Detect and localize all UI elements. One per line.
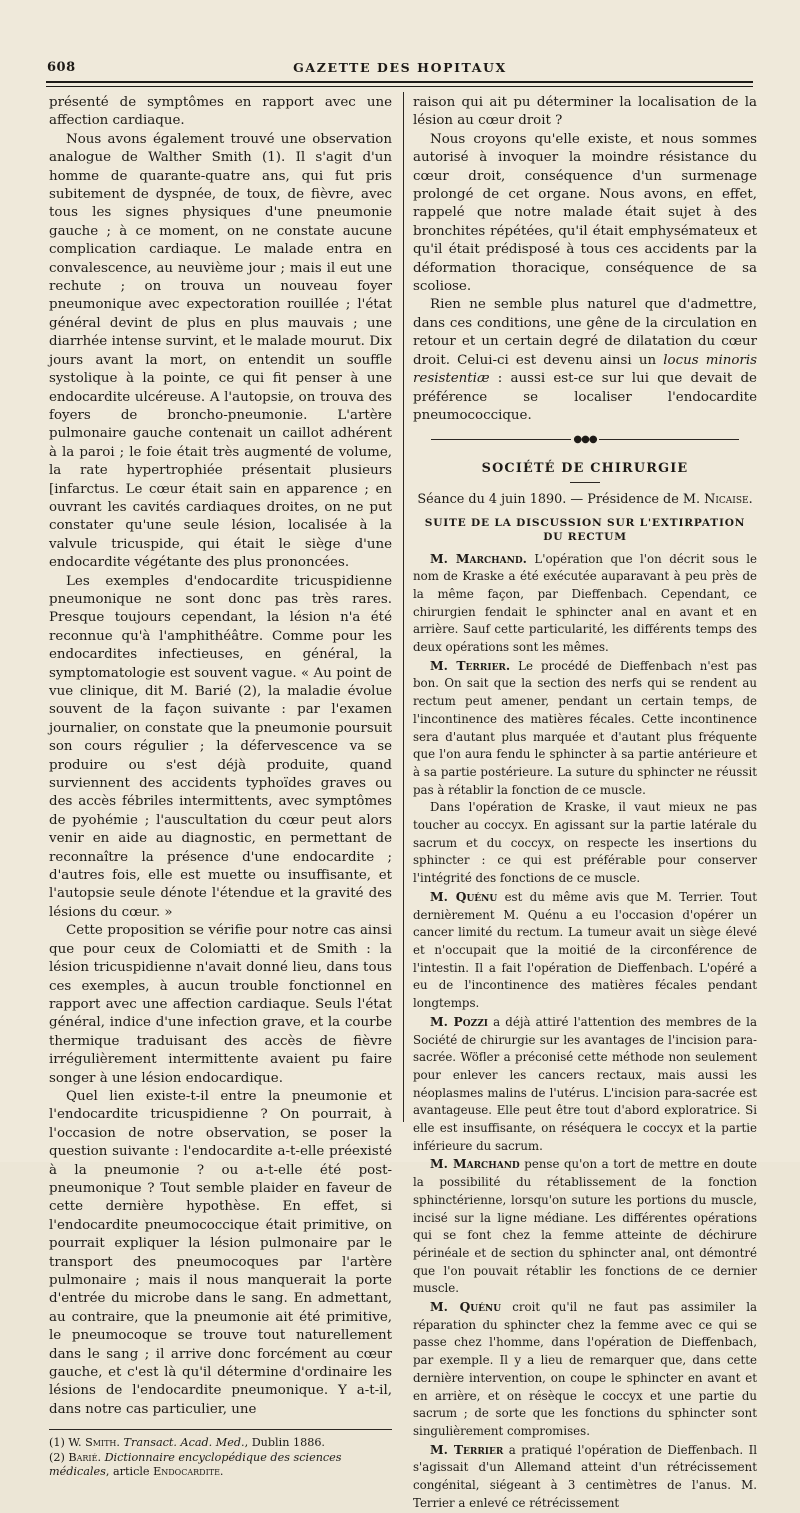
paragraph: Cette proposition se vérifie pour notre cas ainsi que pour ceux de Colomiatti et de Smith : la lésion tricuspidienne n'avait donné lieu, dans tous ces exemples, à aucun trouble fonctionnel en rapport avec une affection cardiaque. Seuls l'état général, indice d'une infection grave, et la courbe thermique traduisant des accès de fièvre irrégulièrement intermittente avaient pu faire songer à une lésion endocardique. bbox=[49, 923, 392, 1086]
speaker-paragraph: M. Marchand. L'opération que l'on décrit sous le nom de Kraske a été exécutée auparavant à peu près de la même façon, par Dieffenbach. Cependant, ce chirurgien fendait le sphincter anal en avant et en arrière. Sauf cette particularité, les différents temps des deux opérations sont les mêmes. bbox=[413, 550, 757, 655]
paragraph: Dans l'opération de Kraske, il vaut mieux ne pas toucher au coccyx. En agissant sur la partie latérale du sacrum et du coccyx, on respecte les insertions du sphincter : ce qui est préférable pour conserver l'intégrité des fonctions de ce muscle. bbox=[413, 800, 757, 886]
paragraph: Nous avons également trouvé une observation analogue de Walther Smith (1). Il s'agit d'un homme de quarante-quatre ans, qui fut pris subitement de dyspnée, de toux, de fièvre, avec tous les signes physiques d'une pneumonie gauche ; à ce moment, on ne constate aucune complication cardiaque. Le malade entra en convalescence, au neuvième jour ; mais il eut une rechute ; on trouva un nouveau foyer pneumonique avec expectoration rouillée ; l'état général devint de plus en plus mauvais ; une diarrhée intense survint, et le malade mourut. Dix jours avant la mort, on entendit un souffle systolique à la pointe, ce qui fit penser à une endocardite ulcéreuse. A l'autopsie, on trouva des foyers de broncho-pneumonie. L'artère pulmonaire gauche contenait un caillot adhérent à la paroi ; le foie était très augmenté de volume, la rate hypertrophiée présentait plusieurs [infarctus. Le cœur était sain en apparence ; en ouvrant les cavités cardiaques droites, on ne put constater qu'une seule lésion, localisée à la valvule tricuspide, qui était le siège d'une endocardite végétante des plus prononcées. bbox=[49, 131, 392, 571]
short-rule bbox=[570, 482, 600, 483]
latin-phrase: locus minoris resistentiæ bbox=[413, 352, 757, 387]
speaker-paragraph: M. Pozzi a déjà attiré l'attention des membres de la Société de chirurgie sur les avantages de l'incision para-sacrée. Wöfler a préconisé cette méthode non seulement pour enlever les cancers rectaux, mais aussi les néoplasmes malins de l'utérus. L'incision para-sacrée est avantageuse. Elle peut être tout d'abord exploratrice. Si elle est insuffisante, on réséquera le coccyx et la partie inférieure du sacrum. bbox=[413, 1013, 757, 1153]
header-rule-thick bbox=[46, 81, 753, 83]
speaker-paragraph: M. Marchand pense qu'on a tort de mettre en doute la possibilité du rétablissement de la fonction sphinctérienne, lorsqu'on suture les portions du muscle, incisé sur la ligne médiane. Les différentes opérations qui se font chez la femme atteinte de déchirure périnéale et de section du sphincter anal, ont démontré que l'on pouvait rétablir les fonctions de ce dernier muscle. bbox=[413, 1156, 757, 1296]
footnote-rule bbox=[49, 1429, 392, 1430]
footnote-2: (2) Barié. Dictionnaire encyclopédique des sciences médicales, article Endocardite. bbox=[49, 1450, 342, 1479]
footnote-1: (1) W. Smith. Transact. Acad. Med., Dublin 1886. bbox=[49, 1436, 325, 1450]
speaker-name: M. Terrier. bbox=[430, 657, 511, 673]
speaker-name: M. Quénu bbox=[430, 888, 498, 904]
right-column bbox=[413, 94, 757, 1513]
paragraph: présenté de symptômes en rapport avec une affection cardiaque. bbox=[49, 95, 392, 129]
section-separator: ●●● bbox=[413, 431, 757, 449]
speaker-name: M. Pozzi bbox=[430, 1013, 488, 1029]
speaker-name: M. Quénu bbox=[430, 1299, 502, 1315]
paragraph: Rien ne semble plus naturel que d'admettre, dans ces conditions, une gêne de la circulation en retour et un certain degré de dilatation du cœur droit. Celui-ci est devenu ainsi un locus minoris resistentiæ : aussi est-ce sur lui que devait de préférence se localiser l'endocardite pneumococcique. bbox=[413, 297, 757, 423]
discussion-subtitle: SUITE DE LA DISCUSSION SUR L'EXTIRPATION DU RECTUM bbox=[424, 516, 746, 543]
header-rule-thin bbox=[46, 86, 753, 87]
seance-line: Séance du 4 juin 1890. — Présidence de M. Nicaise. bbox=[417, 492, 753, 508]
left-column bbox=[49, 94, 392, 1480]
page-number: 608 bbox=[47, 60, 76, 75]
paragraph: Nous croyons qu'elle existe, et nous sommes autorisé à invoquer la moindre résistance du cœur droit, conséquence d'un surmenage prolongé de cet organe. Nous avons, en effet, rappelé que notre malade était sujet à des bronchites répétées, qu'il était emphysémateux et qu'il était prédisposé à tous ces accidents par la déformation thoracique, conséquence de sa scoliose. bbox=[413, 131, 757, 295]
speaker-paragraph: M. Quénu est du même avis que M. Terrier. Tout dernièrement M. Quénu a eu l'occasion d'opérer un cancer limité du rectum. La tumeur avait un siège élevé et n'occupait que la moitié de la circonférence de l'intestin. Il a fait l'opération de Dieffenbach. L'opéré a eu de l'incontinence des matières fécales pendant longtemps. bbox=[413, 888, 758, 1011]
speaker-name: M. Marchand. bbox=[430, 550, 527, 566]
paragraph: raison qui ait pu déterminer la localisation de la lésion au cœur droit ? bbox=[413, 95, 757, 129]
speaker-paragraph: M. Quénu croit qu'il ne faut pas assimiler la réparation du sphincter chez la femme avec ce qui se passe chez l'homme, dans l'opération de Dieffenbach, par exemple. Il y a lieu de remarquer que, dans cette dernière intervention, on coupe le sphincter en avant et en arrière, et on résèque le coccyx et une partie du sacrum ; de sorte que les fonctions du sphincter sont singulièrement compromises. bbox=[413, 1299, 757, 1438]
speaker-paragraph: M. Terrier a pratiqué l'opération de Dieffenbach. Il s'agissait d'un Allemand atteint d'un rétrécissement congénital, siégeant à 3 centimètres de l'anus. M. Terrier a enlevé ce rétrécissement bbox=[413, 1441, 757, 1510]
column-divider bbox=[403, 92, 404, 1122]
paragraph: Les exemples d'endocardite tricuspidienne pneumonique ne sont donc pas très rares. Presque toujours cependant, la lésion n'a été reconnue qu'à l'amphithéâtre. Comme pour les endocardites infectieuses, en général, la symptomatologie est souvent vague. « Au point de vue clinique, dit M. Barié (2), la maladie évolue souvent de la façon suivante : par l'examen journalier, on constate que la pneumonie poursuit son cours régulier ; la défervescence va se produire ou s'est déjà produite, quand surviennent des accidents typhoïdes graves ou des accès fébriles intermittents, avec symptômes de pyohémie ; l'auscultation du cœur peut alors venir en aide au diagnostic, en permettant de reconnaître la présence d'une endocardite ; d'autres fois, elle est muette ou insuffisante, et l'autopsie seule dénote l'étendue et la gravité des lésions du cœur. » bbox=[49, 573, 392, 920]
section-title: SOCIÉTÉ DE CHIRURGIE bbox=[481, 460, 689, 476]
speaker-name: M. Marchand bbox=[430, 1156, 520, 1172]
speaker-name: M. Terrier bbox=[430, 1441, 504, 1457]
paragraph: Quel lien existe-t-il entre la pneumonie et l'endocardite tricuspidienne ? On pourrait, à l'occasion de notre observation, se poser la question suivante : l'endocardite a-t-elle préexisté à la pneumonie ? ou a-t-elle été post-pneumonique ? Tout semble plaider en faveur de cette dernière hypothèse. En effet, si l'endocardite pneumococcique était primitive, on pourrait expliquer la lésion pulmonaire par le transport des pneumocoques par l'artère pulmonaire ; mais il nous manquerait la porte d'entrée du microbe dans le sang. En admettant, au contraire, que la pneumonie ait été primitive, le pneumocoque se trouve tout naturellement dans le sang ; il arrive donc forcément au cœur gauche, et c'est là qu'il détermine d'ordinaire les lésions de l'endocardite pneumonique. Y a-t-il, dans notre cas particulier, une bbox=[49, 1088, 392, 1417]
speaker-paragraph: M. Terrier. Le procédé de Dieffenbach n'est pas bon. On sait que la section des nerfs qui se rendent au rectum peut amener, pendant un certain temps, de l'incontinence des matières fécales. Cette incontinence sera d'autant plus marquée et d'autant plus fréquente que l'on aura fendu le sphincter à sa partie antérieure et à sa partie postérieure. La suture du sphincter ne réussit pas à rétablir la fonction de ce muscle. bbox=[413, 657, 757, 797]
journal-title: GAZETTE DES HOPITAUX bbox=[293, 60, 507, 75]
